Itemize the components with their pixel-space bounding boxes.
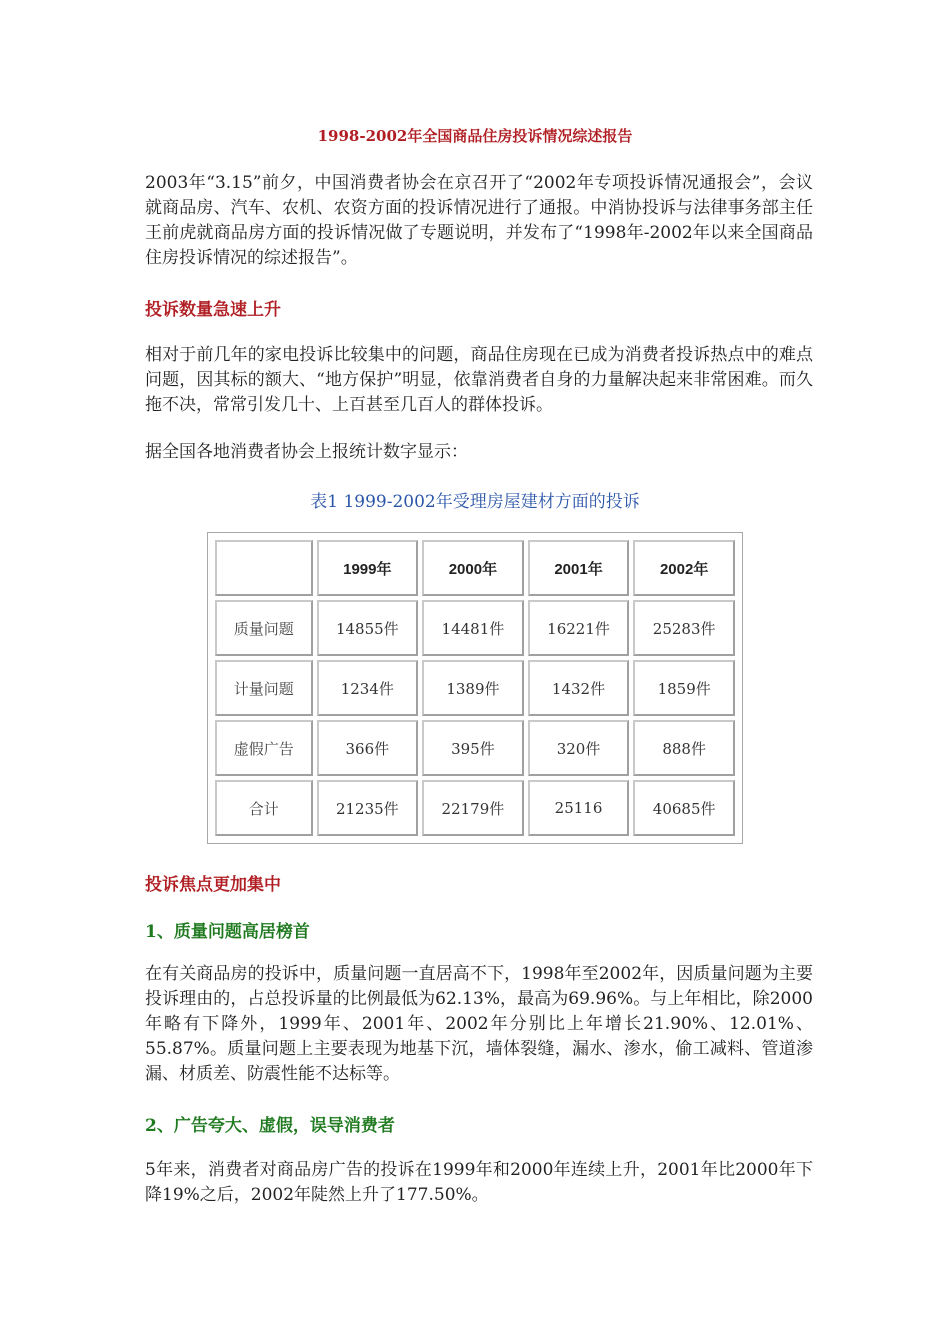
statistics-intro: 据全国各地消费者协会上报统计数字显示： xyxy=(145,442,468,462)
section1-paragraph: 相对于前几年的家电投诉比较集中的问题，商品住房现在已成为消费者投诉热点中的难点问题，因其标的额大、“地方保护”明显，依靠消费者自身的力量解决起来非常困难。而久拖不决，常常引发几十、上百甚至几百人的群体投诉。 xyxy=(145,345,813,415)
row-label: 合计 xyxy=(215,780,313,836)
table-cell: 888件 xyxy=(633,720,735,776)
table-row xyxy=(215,600,735,656)
table-cell: 21235件 xyxy=(317,780,419,836)
row-label: 计量问题 xyxy=(215,660,313,716)
intro-paragraph: 2003年“3.15”前夕，中国消费者协会在京召开了“2002年专项投诉情况通报会”，会议就商品房、汽车、农机、农资方面的投诉情况进行了通报。中消协投诉与法律事务部主任王前虎就商品房方面的投诉情况做了专题说明，并发布了“1998年-2002年以来全国商品住房投诉情况的综述报告”。 xyxy=(145,173,813,268)
table-cell: 14855件 xyxy=(317,600,419,656)
table-row xyxy=(215,660,735,716)
table-cell: 395件 xyxy=(422,720,524,776)
table-cell: 1234件 xyxy=(317,660,419,716)
table-cell: 25116 xyxy=(528,780,630,836)
table-row xyxy=(215,720,735,776)
table-cell: 366件 xyxy=(317,720,419,776)
row-label: 质量问题 xyxy=(215,600,313,656)
table-cell: 22179件 xyxy=(422,780,524,836)
column-header: 2001年 xyxy=(528,540,630,596)
table-cell: 40685件 xyxy=(633,780,735,836)
subsection2-paragraph: 5年来，消费者对商品房广告的投诉在1999年和2000年连续上升，2001年比2000年下降19%之后，2002年陡然上升了177.50%。 xyxy=(145,1160,813,1205)
table-cell: 16221件 xyxy=(528,600,630,656)
table-cell: 1859件 xyxy=(633,660,735,716)
section2-heading: 投诉焦点更加集中 xyxy=(145,875,281,895)
section1-heading: 投诉数量急速上升 xyxy=(145,300,281,320)
column-header: 2000年 xyxy=(422,540,524,596)
table-cell: 1389件 xyxy=(422,660,524,716)
table-row-total xyxy=(215,780,735,836)
table-cell: 320件 xyxy=(528,720,630,776)
table-cell: 25283件 xyxy=(633,600,735,656)
table-caption: 表1 1999-2002年受理房屋建材方面的投诉 xyxy=(310,492,640,512)
column-header: 2002年 xyxy=(633,540,735,596)
subsection1-paragraph: 在有关商品房的投诉中，质量问题一直居高不下，1998年至2002年，因质量问题为主要投诉理由的，占总投诉量的比例最低为62.13%，最高为69.96%。与上年相比，除2000年略有下降外，1999年、2001年、2002年分别比上年增长21.90%、12.01%、55.87%。质量问题上主要表现为地基下沉，墙体裂缝，漏水、渗水，偷工减料、管道渗漏、材质差、防震性能不达标等。 xyxy=(145,964,813,1084)
row-label: 虚假广告 xyxy=(215,720,313,776)
table-header-row xyxy=(215,540,735,596)
table-corner-cell xyxy=(215,540,313,596)
document-title: 1998-2002年全国商品住房投诉情况综述报告 xyxy=(317,127,633,145)
table-cell: 1432件 xyxy=(528,660,630,716)
subsection2-heading: 2、广告夸大、虚假，误导消费者 xyxy=(145,1116,395,1136)
column-header: 1999年 xyxy=(317,540,419,596)
subsection1-heading: 1、质量问题高居榜首 xyxy=(145,922,310,942)
table-cell: 14481件 xyxy=(422,600,524,656)
complaints-table xyxy=(207,532,743,844)
